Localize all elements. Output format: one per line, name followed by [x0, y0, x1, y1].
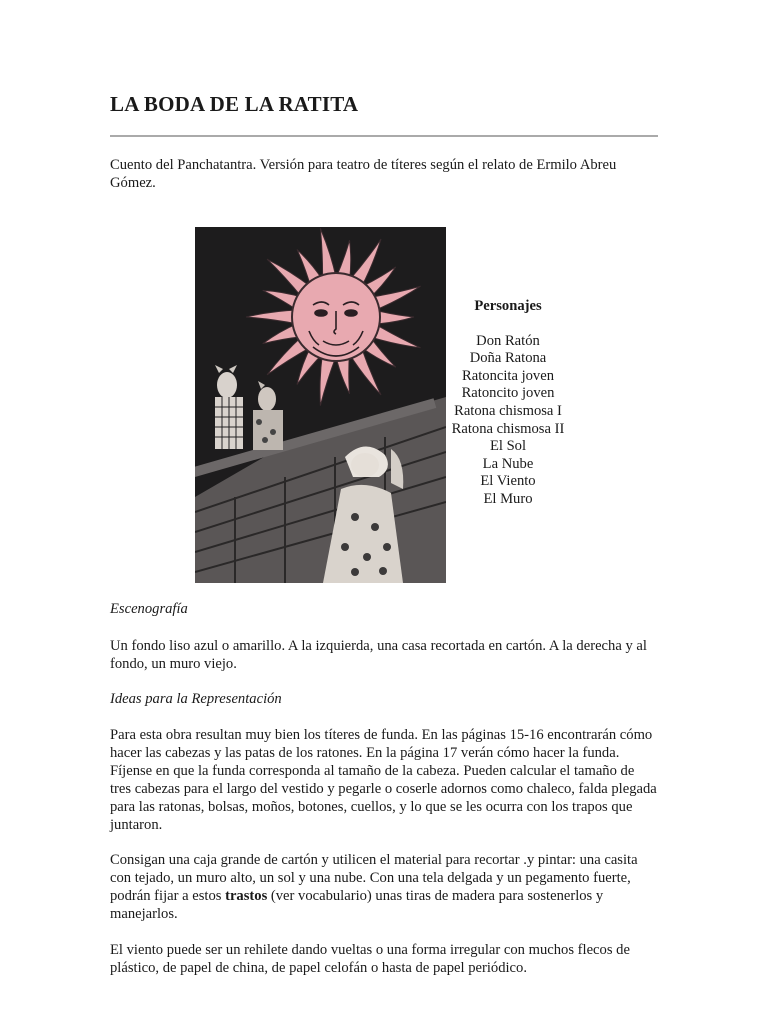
- characters-heading: Personajes: [474, 298, 542, 314]
- ideas-paragraph-2-end: (ver vocabulario) unas tiras de madera para sostenerlos y manejarlos.: [110, 888, 604, 922]
- ideas-heading: Ideas para la Representación: [110, 691, 282, 707]
- ideas-paragraph-3: El viento puede ser un rehilete dando vueltas o una forma irregular con muchos flecos de plástico, de papel de china, de papel celofán o hasta de papel periódico.: [110, 942, 630, 976]
- character-item: Ratona chismosa I: [454, 402, 562, 419]
- character-item: Ratoncita joven: [462, 367, 554, 384]
- title-divider: [110, 135, 658, 137]
- character-item: Don Ratón: [476, 332, 540, 349]
- character-item: El Sol: [489, 438, 527, 455]
- mouse-puppet-middle: [253, 381, 283, 450]
- intro-paragraph: Cuento del Panchatantra. Versión para teatro de títeres según el relato de Ermilo Abreu Gómez.: [110, 157, 617, 191]
- character-item: Ratoncito joven: [461, 385, 555, 402]
- scenography-paragraph: Un fondo liso azul o amarillo. A la izquierda, una casa recortada en cartón. A la derecha y al fondo, un muro viejo.: [110, 638, 647, 672]
- ideas-paragraph-2: [110, 851, 658, 923]
- puppet-theatre-photo: [195, 227, 446, 583]
- character-item: Ratona chismosa II: [451, 420, 565, 437]
- scenography-heading: Escenografía: [110, 601, 188, 617]
- sun-ray: [246, 310, 298, 324]
- puppet-photo-illustration: [195, 227, 446, 583]
- character-item: El Muro: [483, 490, 533, 507]
- character-item: La Nube: [482, 455, 534, 472]
- character-item: El Viento: [480, 473, 536, 490]
- trastos-term: trastos: [225, 888, 268, 904]
- character-list: [446, 298, 570, 509]
- mouse-puppet-left: [215, 365, 243, 449]
- character-item: Doña Ratona: [469, 350, 547, 367]
- document-title: LA BODA DE LA RATITA: [110, 92, 359, 116]
- ideas-paragraph-1: Para esta obra resultan muy bien los títeres de funda. En las páginas 15-16 encontrarán cómo hacer las cabezas y las patas de los ratones. En la página 17 verán cómo hacer la funda. Fíjense en que la funda corresponda al tamaño de la cabeza. Pueden calcular el tamaño de tres cabezas para el largo del vestido y pegarle o coserle adornos como chaleco, falda plegada para las ratonas, bolsas, moños, botones, cuellos, y lo que se les ocurra con los trapos que juntaron.: [110, 727, 657, 833]
- ideas-paragraph-2-start: Consigan una caja grande de cartón y utilicen el material para recortar .y pintar: una casita con tejado, un muro alto, un sol y una nube. Con una tela delgada y un pegamento fuerte, podrán fijar a estos: [110, 852, 638, 904]
